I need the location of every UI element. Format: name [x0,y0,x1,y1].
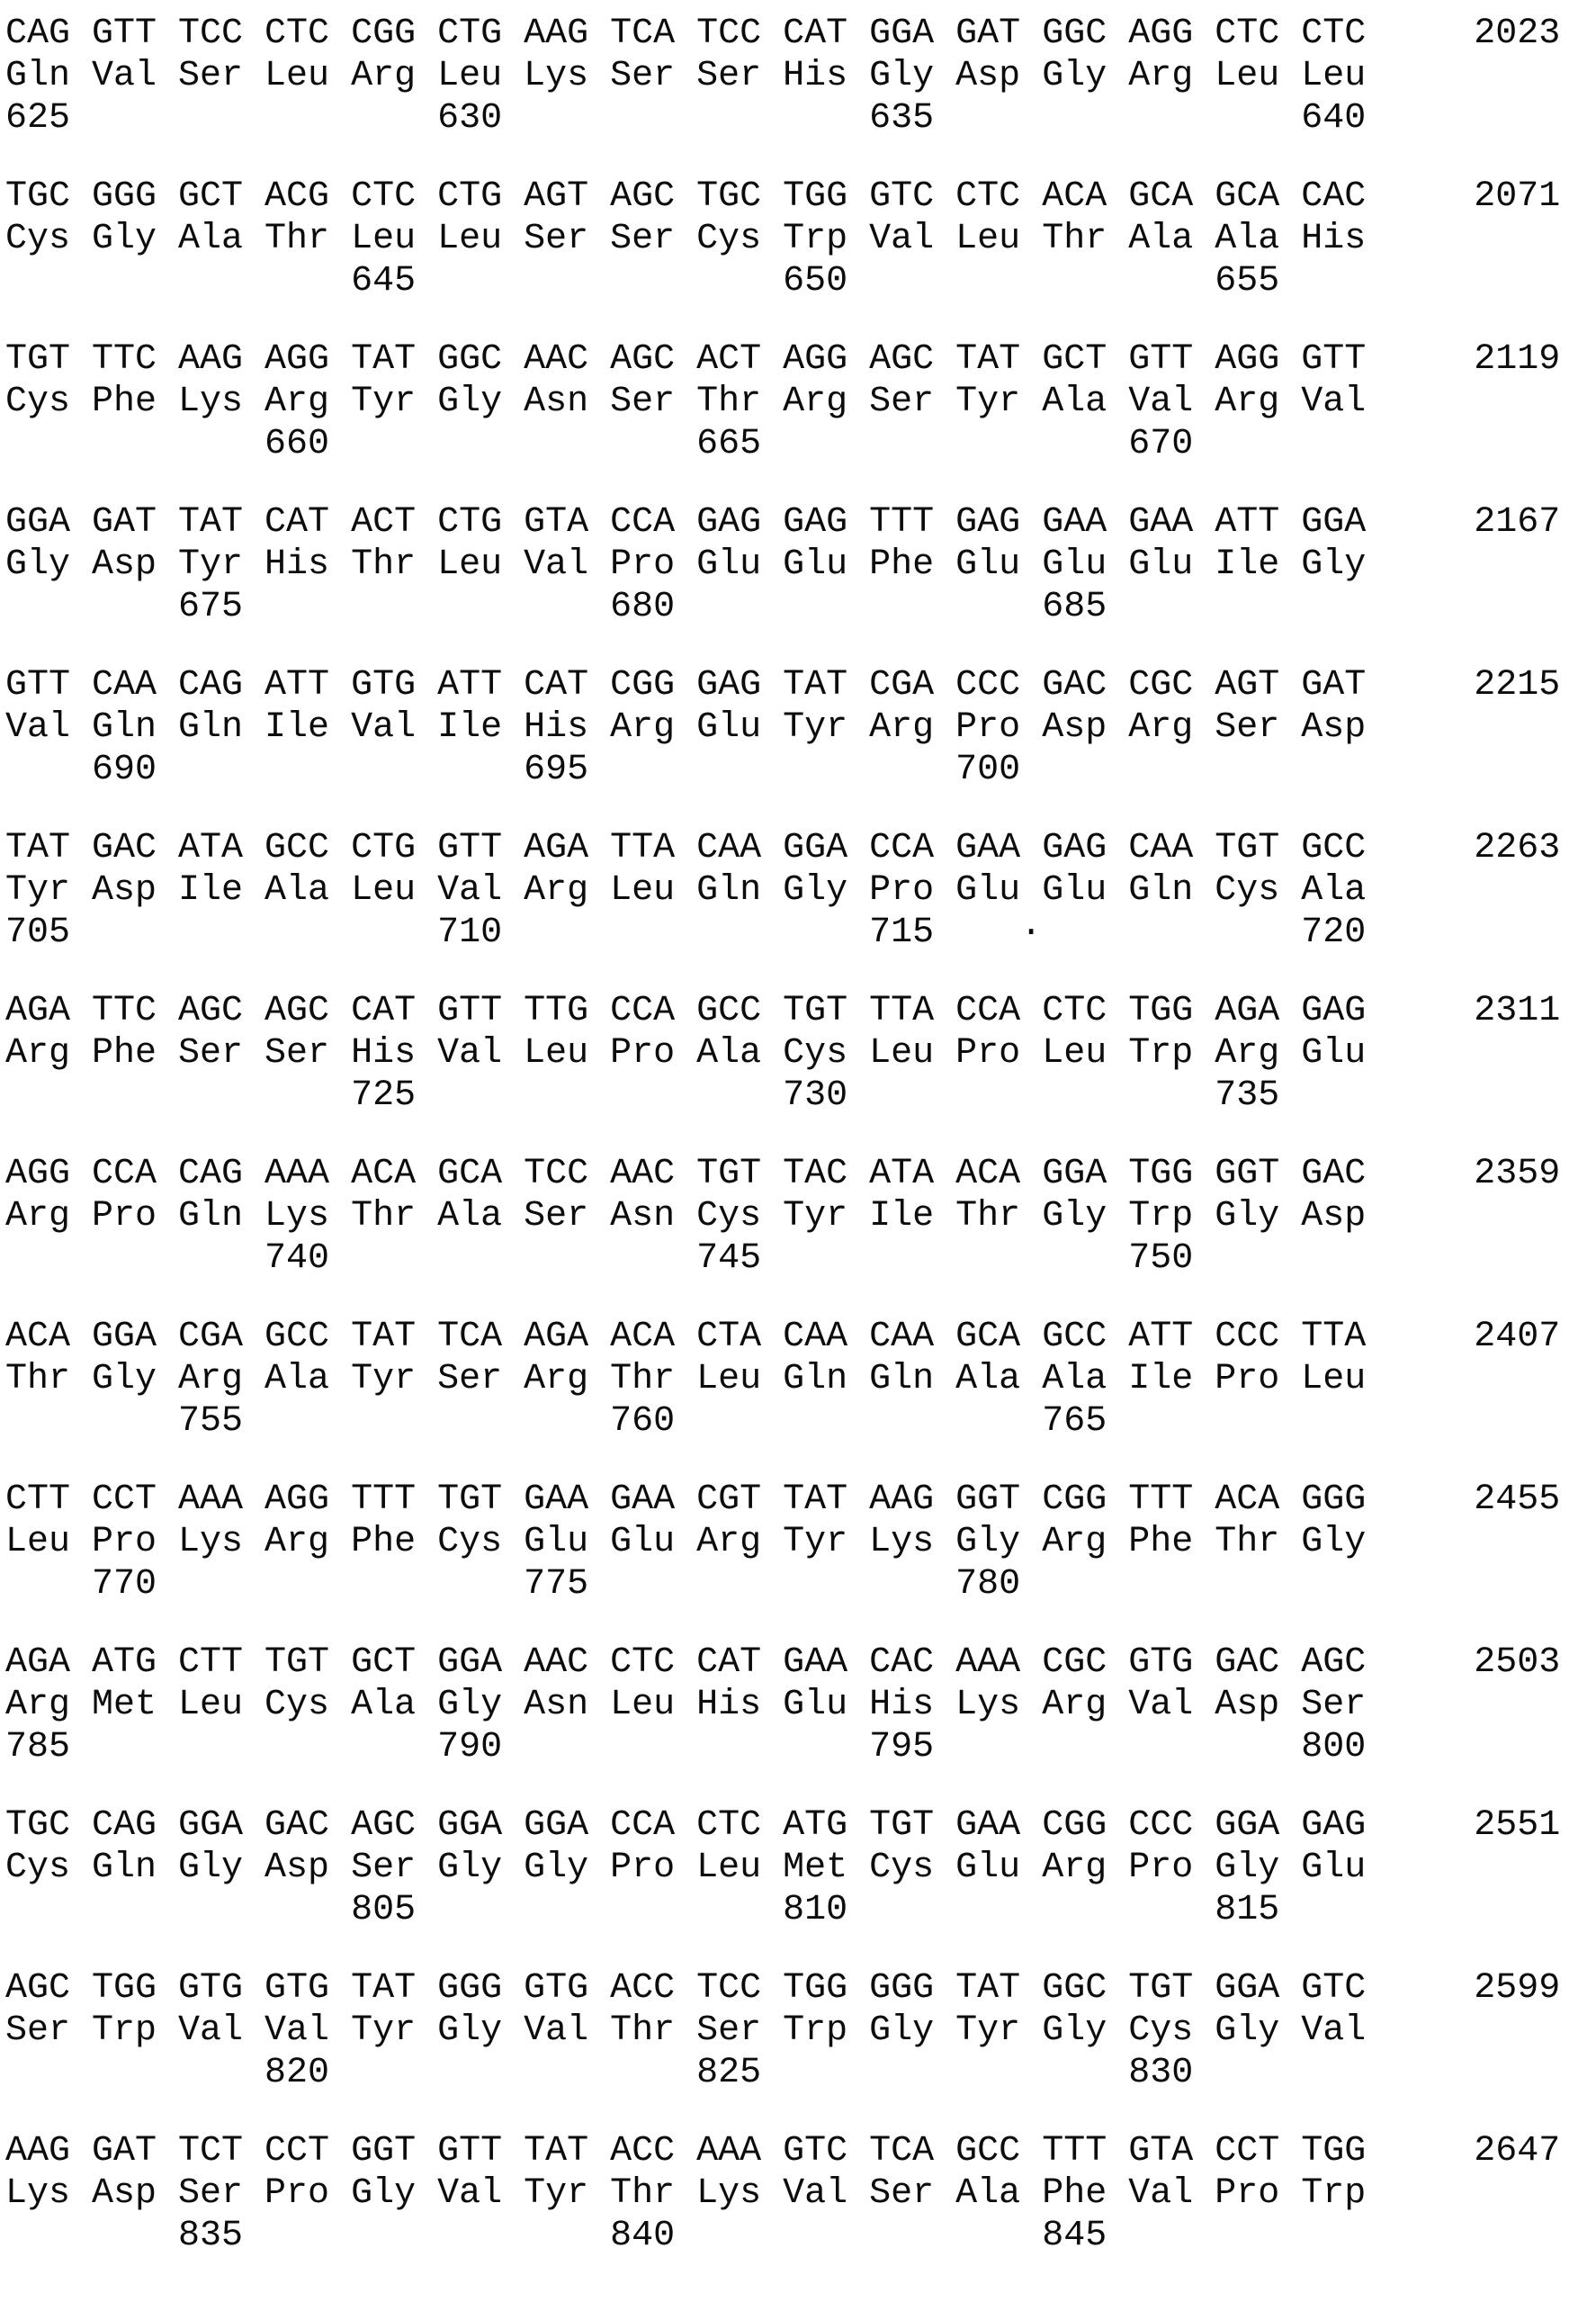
codon-line: AAG GAT TCT CCT GGT GTT TAT ACC AAA GTC TCA GCC TTT GTA CCT TGG 2647 [5,2131,1561,2172]
sequence-block [5,1479,1596,1605]
residue-number-line: 725 730 735 [5,1075,1280,1116]
sequence-block [5,1153,1596,1280]
sequence-block [5,501,1596,628]
sequence-block [5,1967,1596,2094]
residue-number-line: 820 825 830 [5,2053,1194,2093]
residue-number-line: 675 680 685 [5,587,1107,627]
amino-acid-line: Val Gln Gln Ile Val Ile His Arg Glu Tyr Arg Pro Asp Arg Ser Asp [5,707,1367,748]
amino-acid-line: Lys Asp Ser Pro Gly Val Tyr Thr Lys Val Ser Ala Phe Val Pro Trp [5,2173,1367,2214]
codon-line: TGC CAG GGA GAC AGC GGA GGA CCA CTC ATG TGT GAA CGG CCC GGA GAG 2551 [5,1805,1561,1846]
residue-number-line: 660 665 670 [5,424,1194,464]
amino-acid-line: Ser Trp Val Val Tyr Gly Val Thr Ser Trp Gly Tyr Gly Cys Gly Val [5,2010,1367,2051]
sequence-block [5,175,1596,302]
codon-line: TAT GAC ATA GCC CTG GTT AGA TTA CAA GGA CCA GAA GAG CAA TGT GCC 2263 [5,828,1561,868]
residue-number-line: 740 745 750 [5,1238,1194,1279]
residue-number-line: 770 775 780 [5,1564,1021,1605]
sequence-block [5,990,1596,1117]
sequence-block [5,338,1596,465]
sequence-block [5,1641,1596,1768]
sequence-block [5,827,1596,954]
residue-number-line: 690 695 700 [5,750,1021,790]
codon-line: GTT CAA CAG ATT GTG ATT CAT CGG GAG TAT CGA CCC GAC CGC AGT GAT 2215 [5,665,1561,706]
codon-line: AGG CCA CAG AAA ACA GCA TCC AAC TGT TAC ATA ACA GGA TGG GGT GAC 2359 [5,1154,1561,1194]
amino-acid-line: Arg Met Leu Cys Ala Gly Asn Leu His Glu His Lys Arg Val Asp Ser [5,1685,1367,1725]
amino-acid-line: Gln Val Ser Leu Arg Leu Lys Ser Ser His Gly Asp Gly Arg Leu Leu [5,56,1367,96]
residue-number-line: 755 760 765 [5,1401,1107,1442]
residue-number-line: 625 630 635 640 [5,98,1367,139]
residue-number-line: 785 790 795 800 [5,1727,1367,1767]
sequence-block [5,1316,1596,1443]
amino-acid-line: Cys Gln Gly Asp Ser Gly Gly Pro Leu Met Cys Glu Arg Pro Gly Glu [5,1848,1367,1888]
codon-line: AGA ATG CTT TGT GCT GGA AAC CTC CAT GAA CAC AAA CGC GTG GAC AGC 2503 [5,1642,1561,1683]
codon-line: AGA TTC AGC AGC CAT GTT TTG CCA GCC TGT TTA CCA CTC TGG AGA GAG 2311 [5,991,1561,1031]
codon-line: TGC GGG GCT ACG CTC CTG AGT AGC TGC TGG GTC CTC ACA GCA GCA CAC 2071 [5,176,1561,217]
amino-acid-line: Tyr Asp Ile Ala Leu Val Arg Leu Gln Gly Pro Glu Glu Gln Cys Ala [5,870,1367,911]
sequence-block [5,13,1596,139]
sequence-block [5,1804,1596,1931]
codon-line: ACA GGA CGA GCC TAT TCA AGA ACA CTA CAA CAA GCA GCC ATT CCC TTA 2407 [5,1317,1561,1357]
codon-line: GGA GAT TAT CAT ACT CTG GTA CCA GAG GAG TTT GAG GAA GAA ATT GGA 2167 [5,502,1561,543]
codon-line: TGT TTC AAG AGG TAT GGC AAC AGC ACT AGG AGC TAT GCT GTT AGG GTT 2119 [5,339,1561,380]
amino-acid-line: Cys Gly Ala Thr Leu Leu Ser Ser Cys Trp Val Leu Thr Ala Ala His [5,219,1367,259]
amino-acid-line: Thr Gly Arg Ala Tyr Ser Arg Thr Leu Gln Gln Ala Ala Ile Pro Leu [5,1359,1367,1399]
amino-acid-line: Arg Pro Gln Lys Thr Ala Ser Asn Cys Tyr Ile Thr Gly Trp Gly Asp [5,1196,1367,1236]
codon-line: CAG GTT TCC CTC CGG CTG AAG TCA TCC CAT GGA GAT GGC AGG CTC CTC 2023 [5,13,1561,54]
amino-acid-line: Gly Asp Tyr His Thr Leu Val Pro Glu Glu Phe Glu Glu Glu Ile Gly [5,544,1367,585]
codon-line: AGC TGG GTG GTG TAT GGG GTG ACC TCC TGG GGG TAT GGC TGT GGA GTC 2599 [5,1968,1561,2009]
codon-line: CTT CCT AAA AGG TTT TGT GAA GAA CGT TAT AAG GGT CGG TTT ACA GGG 2455 [5,1479,1561,1520]
residue-number-line: 645 650 655 [5,261,1280,301]
sequence-block [5,664,1596,791]
amino-acid-line: Leu Pro Lys Arg Phe Cys Glu Glu Arg Tyr Lys Gly Arg Phe Thr Gly [5,1522,1367,1562]
amino-acid-line: Cys Phe Lys Arg Tyr Gly Asn Ser Thr Arg Ser Tyr Ala Val Arg Val [5,382,1367,422]
sequence-block [5,2130,1596,2257]
residue-number-line: 835 840 845 [5,2216,1107,2256]
residue-number-line: 705 710 715 · 720 [5,913,1367,953]
residue-number-line: 805 810 815 [5,1890,1280,1930]
amino-acid-line: Arg Phe Ser Ser His Val Leu Pro Ala Cys Leu Pro Leu Trp Arg Glu [5,1033,1367,1074]
